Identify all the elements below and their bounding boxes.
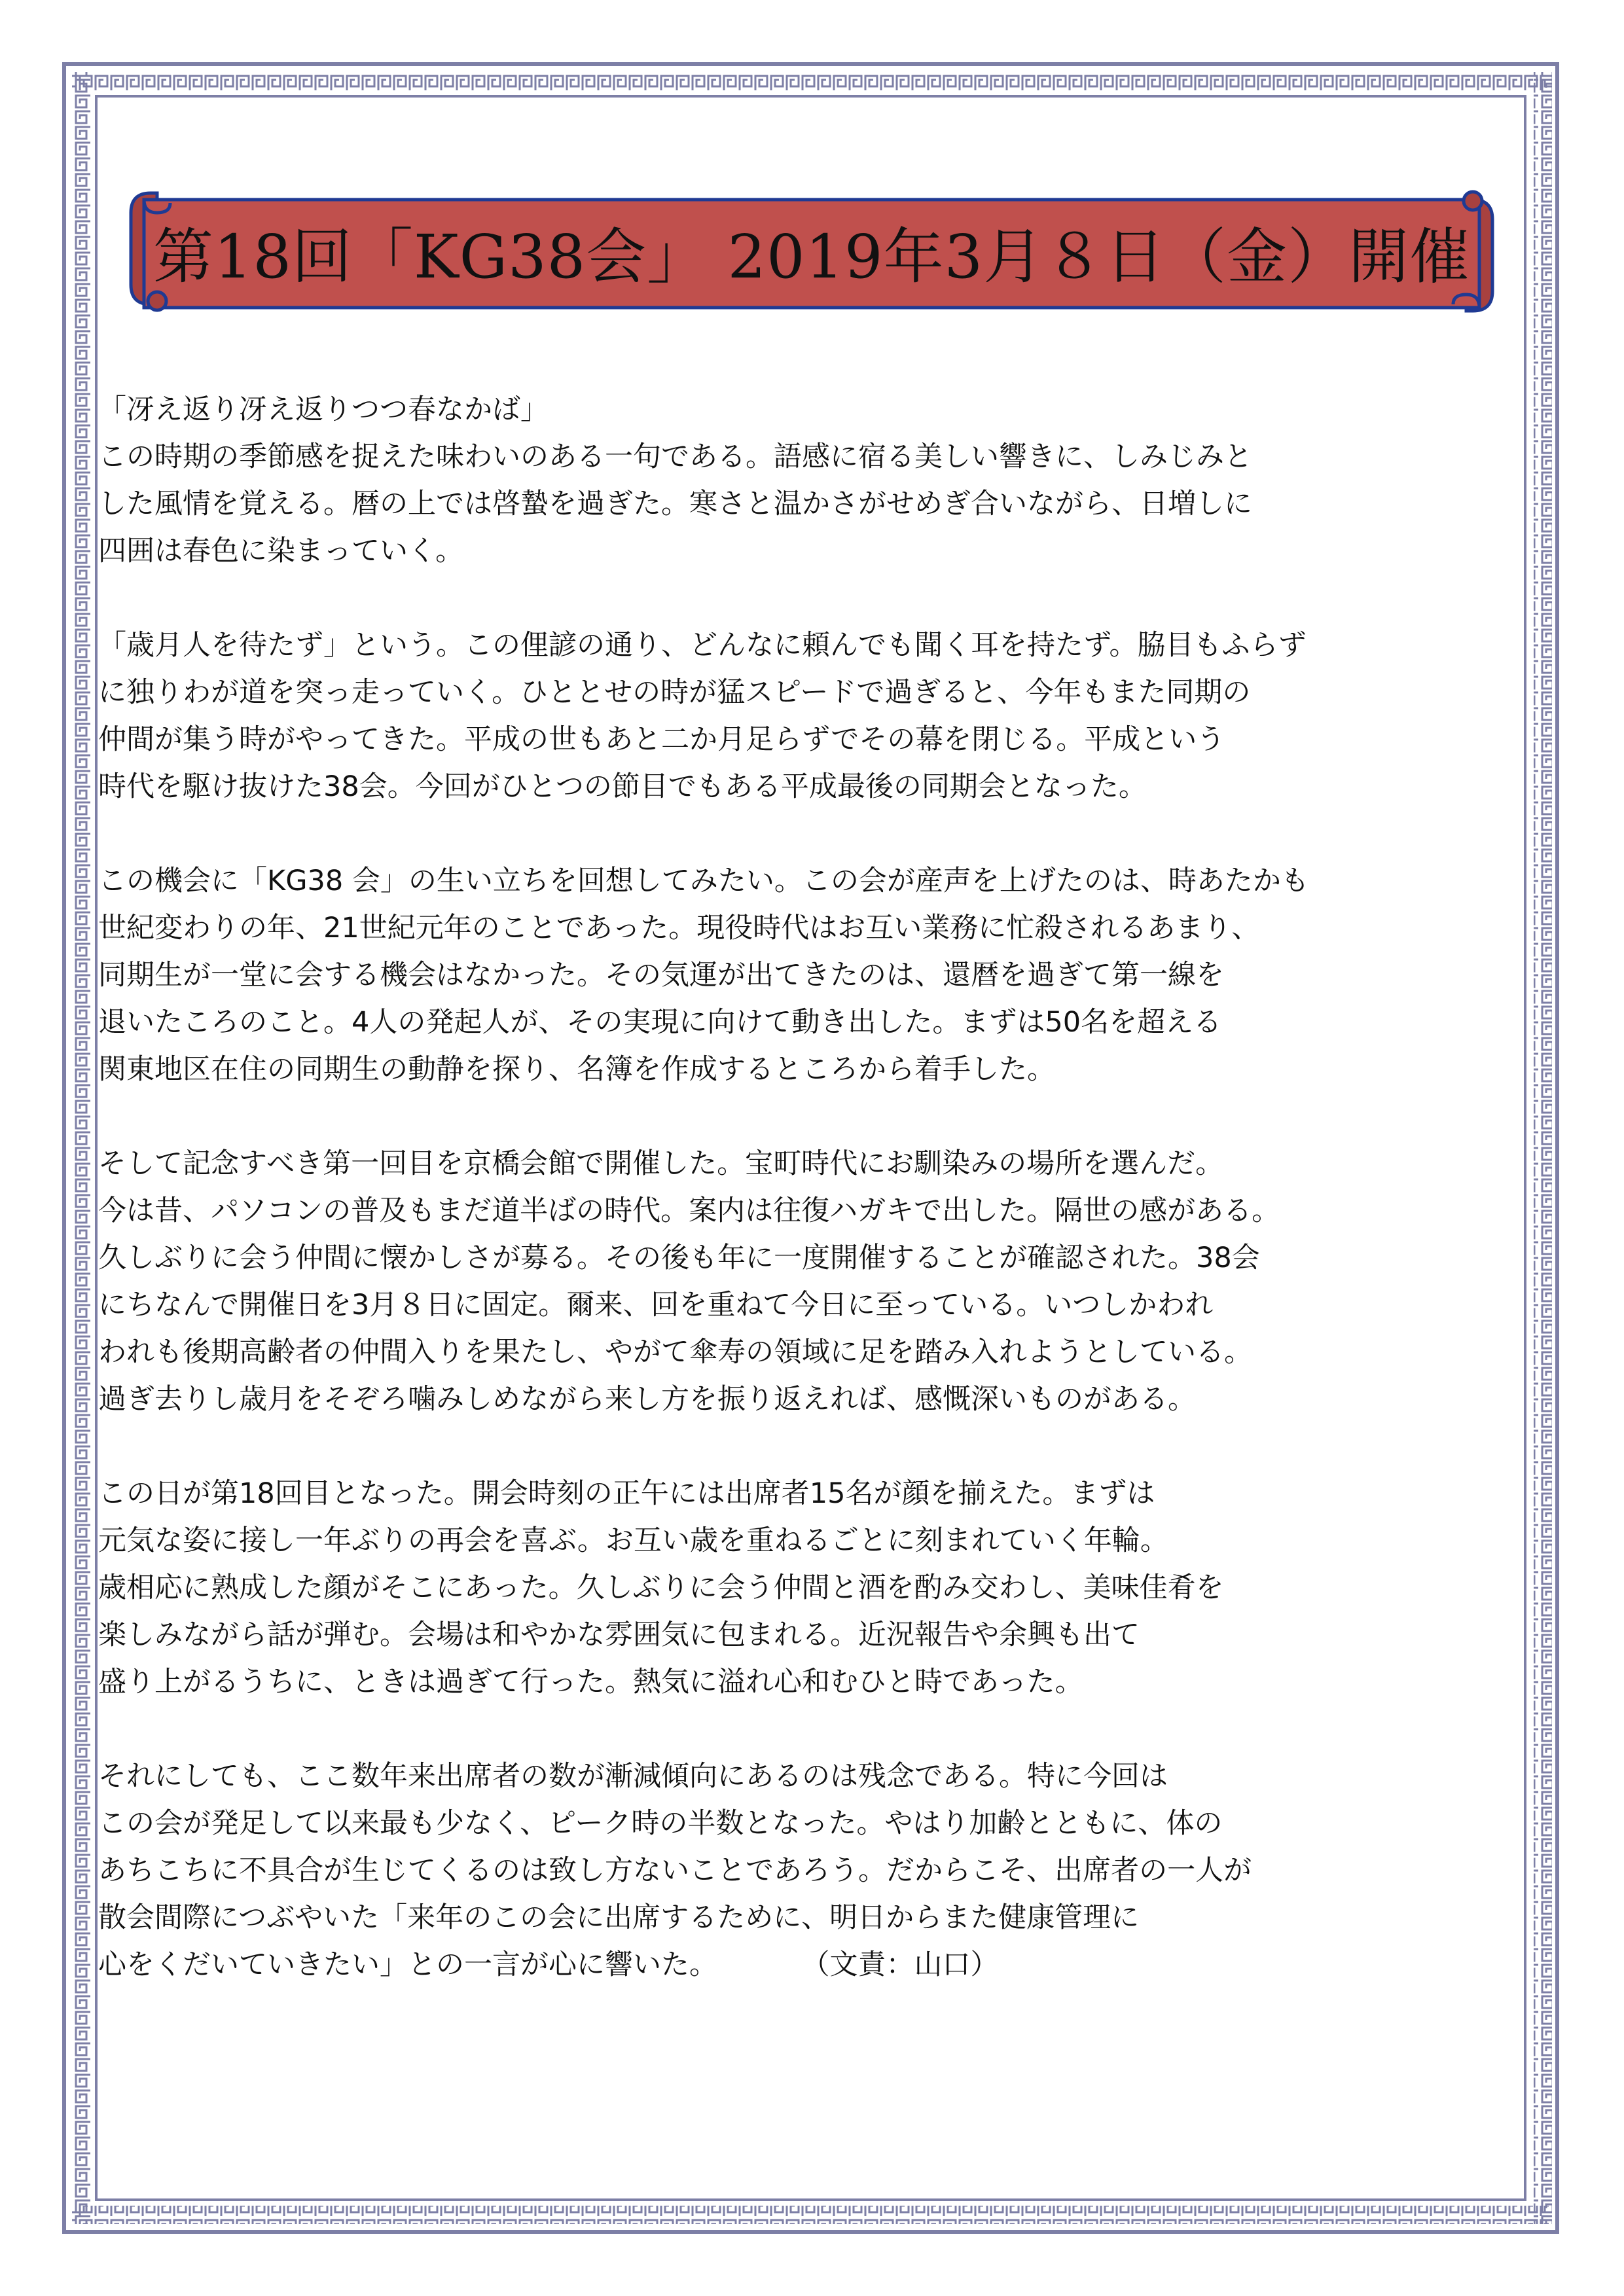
text-line: 時代を駆け抜けた38会。今回がひとつの節目でもある平成最後の同期会となった。	[98, 770, 1147, 803]
text-line: 「歳月人を待たず」という。この俚諺の通り、どんなに頼んでも聞く耳を持たず。脇目もふらず	[98, 629, 1307, 662]
title-banner	[118, 187, 1506, 317]
text-line: 楽しみながら話が弾む。会場は和やかな雰囲気に包まれる。近況報告や余興も出て	[98, 1619, 1140, 1651]
paragraph-4	[98, 1140, 1512, 1423]
text-line: 関東地区在住の同期生の動静を探り、名簿を作成するところから着手した。	[98, 1053, 1055, 1086]
text-line: 今は昔、パソコンの普及もまだ道半ばの時代。案内は往復ハガキで出した。隔世の感がある。	[98, 1194, 1280, 1227]
paragraph-3	[98, 857, 1512, 1093]
text-line: あちこちに不具合が生じてくるのは致し方ないことであろう。だからこそ、出席者の一人が	[98, 1854, 1252, 1887]
text-line: 退いたころのこと。4人の発起人が、その実現に向けて動き出した。まずは50名を超える	[98, 1006, 1222, 1039]
closing-text: 心をくだいていきたい」との一言が心に響いた。	[98, 1948, 717, 1981]
text-line: それにしても、ここ数年来出席者の数が漸減傾向にあるのは残念である。特に今回は	[98, 1760, 1168, 1793]
text-line: われも後期高齢者の仲間入りを果たし、やがて傘寿の領域に足を踏み入れようとしている。	[98, 1336, 1252, 1369]
paragraph-2	[98, 622, 1512, 810]
text-line: この時期の季節感を捉えた味わいのある一句である。語感に宿る美しい響きに、しみじみと	[98, 440, 1252, 473]
text-line: 同期生が一堂に会する機会はなかった。その気運が出てきたのは、還暦を過ぎて第一線を	[98, 959, 1224, 992]
text-line: にちなんで開催日を3月８日に固定。爾来、回を重ねて今日に至っている。いつしかわれ	[98, 1289, 1214, 1321]
article-body	[98, 386, 1512, 2036]
text-line: 散会間際につぶやいた「来年のこの会に出席するために、明日からまた健康管理に	[98, 1901, 1140, 1934]
paragraph-1	[98, 386, 1512, 575]
text-line: 四囲は春色に染まっていく。	[98, 535, 464, 567]
text-line: 「冴え返り冴え返りつつ春なかば」	[98, 393, 549, 426]
text-line: 歳相応に熟成した顔がそこにあった。久しぶりに会う仲間と酒を酌み交わし、美味佳肴を	[98, 1571, 1224, 1604]
paragraph-6	[98, 1753, 1512, 1988]
text-line: 元気な姿に接し一年ぶりの再会を喜ぶ。お互い歳を重ねるごとに刻まれていく年輪。	[98, 1524, 1168, 1557]
author-signature: （文責：山口）	[816, 1948, 999, 1981]
page-title: 第18回「KG38会」 2019年3月８日（金）開催	[153, 222, 1471, 292]
text-line-last	[98, 1941, 1512, 1988]
text-line: 久しぶりに会う仲間に懐かしさが募る。その後も年に一度開催することが確認された。38会	[98, 1242, 1260, 1274]
text-line: 世紀変わりの年、21世紀元年のことであった。現役時代はお互い業務に忙殺されるあまり、	[98, 912, 1260, 944]
text-line: に独りわが道を突っ走っていく。ひととせの時が猛スピードで過ぎると、今年もまた同期の	[98, 676, 1251, 709]
text-line: この機会に「KG38 会」の生い立ちを回想してみたい。この会が産声を上げたのは、時あたかも	[98, 865, 1309, 897]
text-line: そして記念すべき第一回目を京橋会館で開催した。宝町時代にお馴染みの場所を選んだ。	[98, 1147, 1224, 1180]
text-line: 過ぎ去りし歳月をそぞろ噛みしめながら来し方を振り返えれば、感慨深いものがある。	[98, 1383, 1196, 1416]
text-line: 仲間が集う時がやってきた。平成の世もあと二か月足らずでその幕を閉じる。平成という	[98, 723, 1225, 756]
text-line: 盛り上がるうちに、ときは過ぎて行った。熱気に溢れ心和むひと時であった。	[98, 1666, 1083, 1698]
text-line: した風情を覚える。暦の上では啓蟄を過ぎた。寒さと温かさがせめぎ合いながら、日増しに	[98, 488, 1252, 520]
text-line: この会が発足して以来最も少なく、ピーク時の半数となった。やはり加齢とともに、体の	[98, 1807, 1223, 1840]
text-line: この日が第18回目となった。開会時刻の正午には出席者15名が顔を揃えた。まずは	[98, 1477, 1155, 1510]
paragraph-5	[98, 1470, 1512, 1706]
